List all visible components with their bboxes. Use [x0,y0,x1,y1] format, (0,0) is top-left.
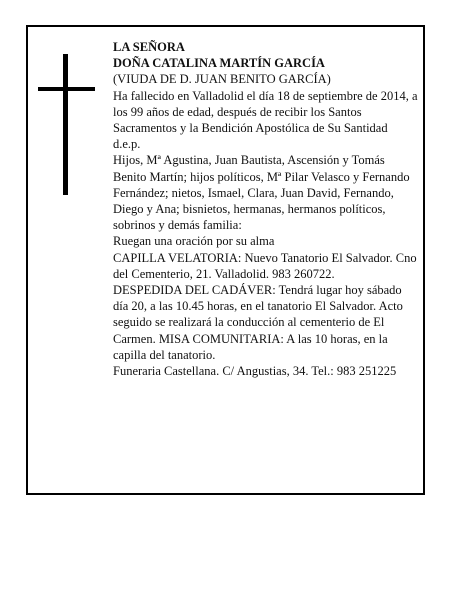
obituary-title: LA SEÑORA [113,40,185,54]
deceased-name: DOÑA CATALINA MARTÍN GARCÍA [113,56,325,71]
cross-horizontal-bar [38,87,95,91]
wake-details: CAPILLA VELATORIA: Nuevo Tanatorio El Salvador. Cno del Cementerio, 21. Valladolid. 983 260722. [113,250,417,281]
family-list: Hijos, Mª Agustina, Juan Bautista, Ascensión y Tomás Benito Martín; hijos políticos, Mª Pilar Velasco y Fernando Fernández; nietos, Ismael, Clara, Juan David, Fernando, Diego y Ana; bisnietos, hermanas, hermanos políticos, sobrinos y demás familia: [113,153,410,233]
obituary-text [113,39,418,379]
funeral-home-contact: Funeraria Castellana. C/ Angustias, 34. Tel.: 983 251225 [113,364,397,379]
cross-vertical-bar [63,54,68,195]
death-notice: Ha fallecido en Valladolid el día 18 de septiembre de 2014, a los 99 años de edad, después de recibir los Santos Sacramentos y la Bendición Apostólica de Su Santidad [113,88,418,136]
widow-line: (VIUDA DE D. JUAN BENITO GARCÍA) [113,72,331,87]
prayer-request: Ruegan una oración por su alma [113,234,275,249]
funeral-details: DESPEDIDA DEL CADÁVER: Tendrá lugar hoy sábado día 20, a las 10.45 horas, en el tanatorio El Salvador. Acto seguido se realizará la conducción al cementerio de El Carmen. MISA COMUNITARIA: A las 10 horas, en la capilla del tanatorio. [113,283,403,362]
rip-line: d.e.p. [113,137,141,152]
